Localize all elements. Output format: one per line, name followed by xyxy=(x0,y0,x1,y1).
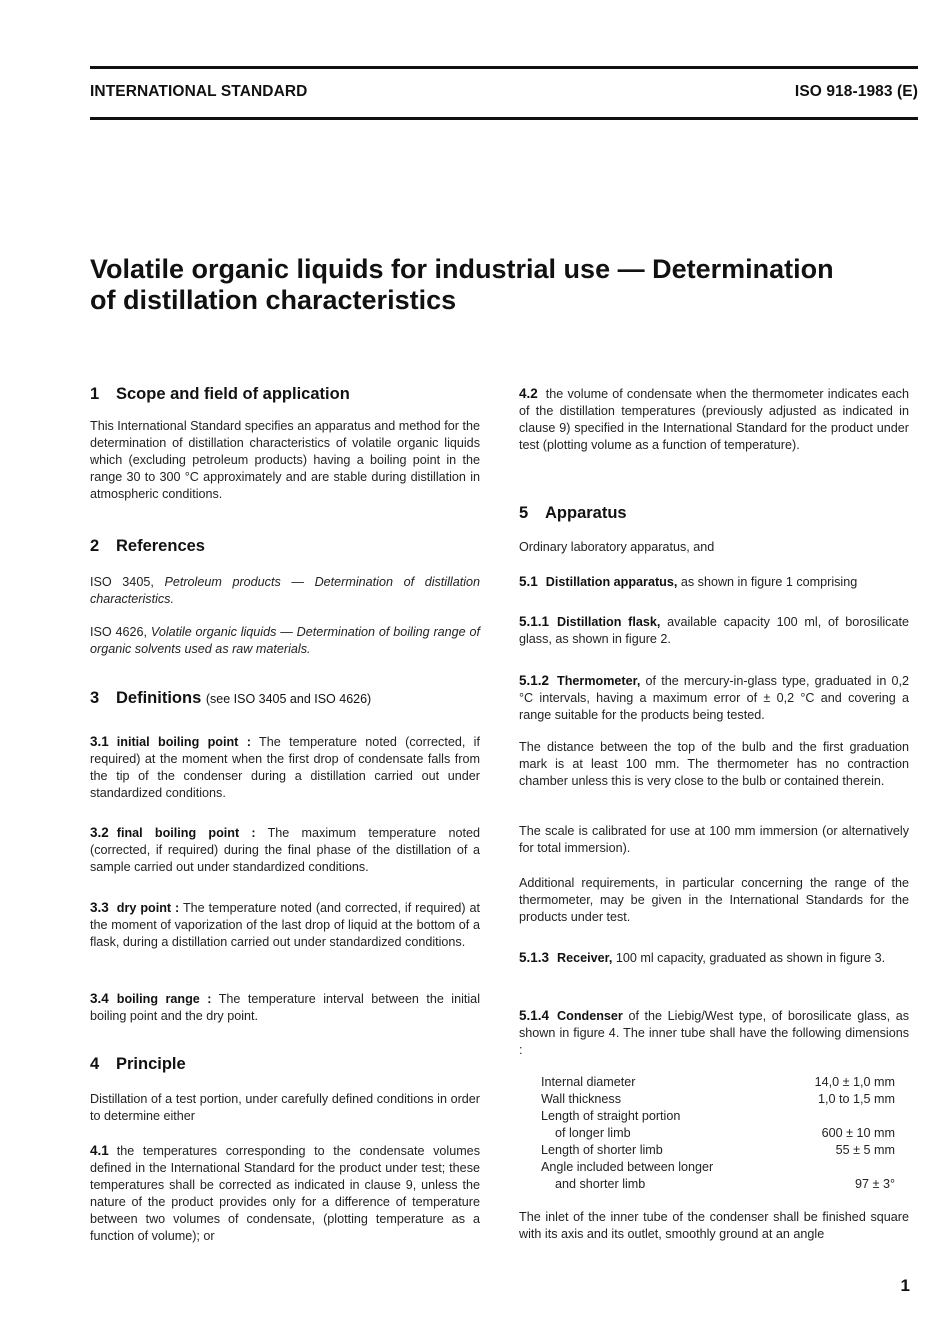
table-row: Length of straight portion xyxy=(541,1109,681,1123)
definition-3-2: 3.2 final boiling point : The maximum temperature noted (corrected, if required) during the final phase of the distillation of a sample carried out under standardized conditions. xyxy=(90,825,480,874)
definition-3-3: 3.3 dry point : The temperature noted (and corrected, if required) at the moment of vaporization of the last drop of liquid at the bottom of a flask, during a distillation carried out under standardized conditions. xyxy=(90,900,480,949)
section-4 xyxy=(90,1055,480,1074)
table-row: Internal diameter 14,0 ± 1,0 mm xyxy=(541,1075,895,1089)
table-row: Wall thickness 1,0 to 1,5 mm xyxy=(541,1092,895,1106)
title-line-1: Volatile organic liquids for industrial use — Determination xyxy=(90,254,834,284)
section-5-heading: 5 Apparatus xyxy=(519,504,627,522)
principle-intro: Distillation of a test portion, under carefully defined conditions in order to determine either xyxy=(90,1092,480,1123)
title-line-2: of distillation characteristics xyxy=(90,285,457,315)
section-2-heading: 2 References xyxy=(90,537,205,555)
reference-iso-3405: ISO 3405, Petroleum products — Determination of distillation characteristics. xyxy=(90,575,481,606)
thermometer-scale-paragraph: The scale is calibrated for use at 100 mm immersion (or alternatively for total immersion). xyxy=(519,824,909,855)
document-title xyxy=(90,254,920,316)
thermometer-additional-paragraph: Additional requirements, in particular concerning the range of the thermometer, may be given in the International Standards for the products under test. xyxy=(519,876,909,924)
clause-5-1: 5.1 Distillation apparatus, as shown in figure 1 comprising xyxy=(519,574,858,589)
section-2 xyxy=(90,537,480,658)
clause-5-1-1: 5.1.1 Distillation flask, available capacity 100 ml, of borosilicate glass, as shown in figure 2. xyxy=(519,614,909,646)
definition-3-4: 3.4 boiling range : The temperature interval between the initial boiling point and the dry point. xyxy=(90,991,480,1023)
thermometer-distance-paragraph: The distance between the top of the bulb and the first graduation mark is at least 100 mm. The thermometer has no contraction chamber unless this is very close to the bulb or contained therein. xyxy=(519,740,909,788)
principle-4-2: 4.2 the volume of condensate when the thermometer indicates each of the distillation temperatures (previously adjusted as indicated in clause 9) specified in the International Standard for the product under test (plotting volume as a function of temperature). xyxy=(519,386,909,452)
section-1-heading: 1 Scope and field of application xyxy=(90,385,350,403)
table-row: and shorter limb 97 ± 3° xyxy=(555,1177,895,1191)
section-4-heading: 4 Principle xyxy=(90,1055,186,1073)
clause-5-1-3: 5.1.3 Receiver, 100 ml capacity, graduated as shown in figure 3. xyxy=(519,950,886,965)
condenser-inlet-paragraph: The inlet of the inner tube of the condenser shall be finished square with its axis and its outlet, smoothly ground at an angle xyxy=(519,1210,909,1241)
section-3 xyxy=(90,689,480,708)
section-3-heading: 3 Definitions (see ISO 3405 and ISO 4626) xyxy=(90,689,372,707)
standard-number: ISO 918-1983 (E) xyxy=(794,83,918,100)
header-rule-bottom xyxy=(90,117,918,120)
page-number: 1 xyxy=(900,1276,910,1295)
header-rule-top xyxy=(90,66,918,69)
section-1 xyxy=(90,385,480,503)
reference-iso-4626: ISO 4626, Volatile organic liquids — Determination of boiling range of organic solvents used as raw materials. xyxy=(90,625,480,656)
document-type-label: INTERNATIONAL STANDARD xyxy=(90,83,308,100)
definition-3-1: 3.1 initial boiling point : The temperature noted (corrected, if required) at the moment when the first drop of condensate falls from the tip of the condenser during a distillation carried out under standardized conditions. xyxy=(90,734,480,800)
clause-5-1-2: 5.1.2 Thermometer, of the mercury-in-glass type, graduated in 0,2 °C intervals, having a maximum error of ± 0,2 °C and covering a range suitable for the products being tested. xyxy=(519,673,910,722)
section-5 xyxy=(519,504,909,523)
table-row: Angle included between longer xyxy=(541,1160,714,1174)
principle-4-1: 4.1 the temperatures corresponding to the condensate volumes defined in the International Standard for the product under test; these temperatures shall be corrected as indicated in clause 9, unless the nature of the product provides only for a difference of temperature between two volumes of condensate, (plotting temperature as a function of volume); or xyxy=(90,1143,480,1243)
table-row: Length of shorter limb 55 ± 5 mm xyxy=(541,1143,895,1157)
table-row: of longer limb 600 ± 10 mm xyxy=(555,1126,895,1140)
clause-5-1-4: 5.1.4 Condenser of the Liebig/West type, of borosilicate glass, as shown in figure 4. The inner tube shall have the following dimensions : xyxy=(519,1008,910,1057)
scope-paragraph: This International Standard specifies an apparatus and method for the determination of distillation characteristics of volatile organic liquids which (excluding petroleum products) having a boiling point in the range 30 to 300 °C approximately and are stable during distillation in atmospheric conditions. xyxy=(90,419,480,501)
apparatus-intro: Ordinary laboratory apparatus, and xyxy=(519,540,715,554)
condenser-dimensions-table xyxy=(541,1074,895,1193)
